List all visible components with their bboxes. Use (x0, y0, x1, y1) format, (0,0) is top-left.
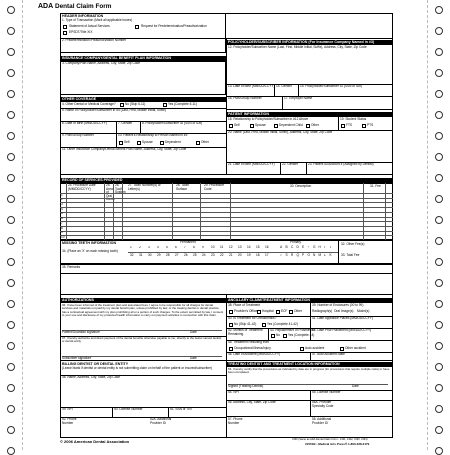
other-policyholder-name-label: 5. Name of Policyholder/Subscriber in #4 (Last, First, Middle Initial, Suffix) (62, 108, 166, 112)
models-label: Model(s) (357, 309, 370, 313)
permanent-upper-tooth[interactable]: 3 (148, 246, 150, 249)
divider (310, 390, 311, 400)
divider (306, 162, 307, 174)
tractor-hole (435, 111, 443, 119)
divider (116, 133, 117, 147)
occupational-label: Occupational illness/injury (234, 346, 271, 350)
tractor-hole (7, 321, 15, 329)
subscriber-signature-label: Subscriber signature (62, 356, 92, 360)
patient-spouse-label: Spouse (255, 123, 266, 127)
permanent-upper-tooth[interactable]: 15 (256, 245, 260, 249)
primary-upper-tooth[interactable]: J (329, 246, 332, 249)
billing-npi-label: 49. NPI (62, 407, 73, 411)
tractor-hole (435, 426, 443, 434)
permanent-upper-tooth[interactable]: 1 (130, 246, 132, 249)
primary-lower-tooth[interactable]: S (285, 253, 288, 257)
billing-provider-id-label: 52A. Additional Provider ID (150, 417, 172, 425)
primary-upper-tooth[interactable]: B (285, 245, 288, 249)
accident-date-label: 46. Date of Accident (MM/DD/CCYY) (228, 352, 281, 356)
other-accident-label: Other accident (345, 346, 366, 350)
divider (168, 407, 169, 417)
other-subscriber-id-label: 8. Policyholder/Subscriber ID (SSN or ID#) (142, 121, 203, 125)
tractor-hole (7, 300, 15, 308)
divider (60, 174, 393, 175)
service-column-line[interactable] (385, 183, 386, 240)
permanent-lower-tooth[interactable]: 23 (211, 253, 215, 257)
prosthesis-yes-checkbox[interactable] (283, 334, 287, 338)
ortho-yes-label: Yes (Complete 41-42) (267, 322, 298, 326)
billing-address-label: 48. Name, Address, City, State, Zip Code (62, 375, 121, 379)
treatment-resulting-label: 45. Treatment Resulting from (228, 340, 270, 344)
fee-column-divider (338, 240, 339, 264)
billing-license-label: 50. License Number (114, 407, 143, 411)
divider (310, 400, 311, 416)
billing-phone-label: 52. Phone Number (62, 417, 77, 425)
billing-ssn-label: 51. SSN or TIN (170, 407, 192, 411)
tractor-hole (7, 447, 15, 455)
primary-lower-tooth[interactable]: R (291, 253, 294, 257)
divider (280, 162, 281, 174)
permanent-label: Permanent (180, 240, 196, 244)
divider (226, 110, 227, 174)
rel-spouse-checkbox[interactable] (137, 141, 141, 145)
permanent-lower-tooth[interactable]: 26 (184, 253, 188, 257)
predetermination-checkbox[interactable] (135, 25, 139, 29)
permanent-lower-tooth[interactable]: 29 (157, 253, 161, 257)
divider (274, 84, 275, 96)
rel-dependent-label: Dependent (165, 140, 181, 144)
tractor-hole (435, 258, 443, 266)
permanent-lower-tooth[interactable]: 28 (166, 253, 170, 257)
company-plan-field[interactable] (60, 61, 226, 95)
permanent-upper-tooth[interactable]: 8 (193, 246, 195, 249)
services-heading: RECORD OF SERVICES PROVIDED (60, 178, 393, 183)
tractor-hole (7, 111, 15, 119)
divider (116, 121, 117, 133)
tractor-hole (435, 48, 443, 56)
service-row-number: 9 (61, 231, 63, 235)
patient-spouse-checkbox[interactable] (250, 124, 254, 128)
patient-other-label: Other (311, 123, 319, 127)
permanent-lower-tooth[interactable]: 21 (229, 253, 233, 257)
primary-lower-tooth[interactable]: L (324, 254, 326, 257)
permanent-upper-tooth[interactable]: 5 (166, 246, 168, 249)
tractor-hole (435, 384, 443, 392)
policyholder-id-label: 15. Policyholder/Subscriber ID (SSN or ID#) (300, 84, 363, 88)
tractor-hole (7, 384, 15, 392)
tractor-hole (7, 363, 15, 371)
permanent-upper-tooth[interactable]: 9 (202, 246, 204, 249)
tractor-hole (435, 342, 443, 350)
other-place-checkbox[interactable] (289, 310, 293, 314)
divider (60, 417, 226, 418)
permanent-lower-tooth[interactable]: 31 (139, 253, 143, 257)
pts-checkbox[interactable] (362, 124, 366, 128)
ortho-yes-checkbox[interactable] (262, 323, 266, 327)
missing-teeth-instruction: 34. (Place an 'X' on each missing tooth) (62, 249, 118, 253)
tractor-hole (435, 300, 443, 308)
service-row-line[interactable] (60, 226, 393, 227)
permanent-upper-tooth[interactable]: 10 (211, 245, 215, 249)
policyholder-dob-label: 13. Date of Birth (MM/DD/CCYY) (228, 84, 275, 88)
office-label: Provider's Office (234, 309, 258, 313)
tractor-hole (7, 174, 15, 182)
tractor-hole (435, 447, 443, 455)
prosthesis-no-checkbox[interactable] (271, 334, 275, 338)
divider (310, 328, 311, 340)
service-row-number: 3 (61, 203, 63, 206)
ortho-no-checkbox[interactable] (229, 323, 233, 327)
tractor-hole (435, 153, 443, 161)
rel-dependent-checkbox[interactable] (160, 141, 164, 145)
primary-lower-tooth[interactable]: O (307, 253, 310, 257)
place-of-treatment-label: 38. Place of Treatment (228, 303, 261, 307)
office-checkbox[interactable] (229, 310, 233, 314)
tractor-hole (435, 279, 443, 287)
teeth-midline (128, 252, 338, 253)
permanent-lower-tooth[interactable]: 24 (202, 253, 206, 257)
rel-spouse-label: Spouse (142, 140, 153, 144)
primary-upper-tooth[interactable]: D (296, 245, 299, 249)
copyright-text (60, 439, 129, 444)
remarks-field[interactable] (60, 264, 393, 274)
other-coverage-yes-label: Yes (Complete 5-11) (168, 102, 197, 106)
other-insurance-label: 11. Other Insurance Company/Dental Benefit Plan Name, Address, City, State, Zip Code (62, 147, 187, 151)
service-row-number: 1 (61, 193, 63, 197)
other-accident-checkbox[interactable] (340, 347, 344, 351)
tractor-hole (7, 132, 15, 140)
treating-address-label: 56. Address, City, State, Zip Code (228, 400, 276, 404)
col-tooth-system: 26. Tooth System (115, 183, 126, 195)
patient-signature-label: Patient/Guardian signature (62, 330, 100, 334)
other-coverage-yes-checkbox[interactable] (163, 103, 167, 107)
tractor-hole (7, 153, 15, 161)
primary-lower-tooth[interactable]: P (302, 253, 305, 257)
service-column-line[interactable] (363, 183, 364, 240)
service-row-number: 10 (61, 234, 65, 239)
accident-state-label: 47. Auto Accident State (312, 352, 345, 356)
service-row-line[interactable] (60, 235, 393, 236)
treating-provider-id-label: 58. Additional Provider ID (312, 417, 332, 425)
permanent-upper-tooth[interactable]: 6 (175, 246, 177, 249)
other-coverage-no-label: No (Skip 5-11) (125, 102, 146, 106)
permanent-lower-tooth[interactable]: 30 (148, 253, 152, 257)
tractor-hole (7, 279, 15, 287)
permanent-upper-tooth[interactable]: 11 (220, 245, 224, 249)
other-place-label: Other (294, 309, 302, 313)
permanent-lower-tooth[interactable]: 20 (238, 253, 242, 257)
service-row-number: 2 (61, 198, 63, 202)
patient-signature-date: Date (190, 330, 197, 334)
months-remaining-label: 42. Months of Treatment Remaining (228, 328, 263, 336)
tractor-hole (435, 132, 443, 140)
policyholder-name-label: 12. Policyholder/Subscriber Name (Last, First, Middle Initial, Suffix), Address, City, State, Zip Code (228, 45, 367, 49)
divider (298, 84, 299, 96)
service-row-line[interactable] (60, 202, 393, 203)
tractor-hole (435, 6, 443, 14)
patient-relationship-label: 10. Patient's Relationship to Person Named in #5 (118, 133, 188, 137)
treating-signature-label: Signed (Treating Dentist) (228, 384, 264, 388)
primary-lower-tooth[interactable]: Q (296, 253, 299, 257)
predetermination-label: Request for Predetermination/Preauthorization (141, 24, 207, 28)
auto-accident-checkbox[interactable] (300, 347, 304, 351)
other-plan-group-label: 9. Plan/Group Number (62, 133, 94, 137)
divider (310, 302, 311, 316)
primary-upper-tooth[interactable]: A (280, 245, 283, 249)
service-row-line[interactable] (60, 198, 393, 199)
tractor-hole (7, 216, 15, 224)
remarks-label: 35. Remarks (62, 265, 81, 269)
patient-self-label: Self (234, 123, 240, 127)
occupational-checkbox[interactable] (229, 347, 233, 351)
treating-license-label: 55. License Number (312, 390, 341, 394)
divider (226, 416, 393, 417)
form-number-text: J430 (Same as ADA Dental Claim Form - J431, J432, J433, J434) (292, 438, 368, 441)
tractor-hole (435, 69, 443, 77)
epsdt-label: EPSDT/Title XIX (69, 30, 93, 34)
reorder-text: #1551B • Medical Arts Press® 1-800-328-2179 (305, 442, 370, 446)
policyholder-group-label: 16. Plan/Group Number (228, 96, 262, 100)
prosthesis-no-label: No (276, 333, 281, 337)
policyholder-heading: POLICYHOLDER/SUBSCRIBER INFORMATION (For Insurance Company Named in #3) (226, 40, 393, 45)
prosthesis-label: 43. Replacement of Prosthesis? (270, 328, 316, 332)
certification-53-text: 53. I hereby certify that the procedures as indicated by date are in progress (for procedures that require multiple visits) or have been completed. (228, 367, 390, 375)
enclosures-label: 39. Number of Enclosures (00 to 99) (312, 303, 364, 307)
permanent-lower-tooth[interactable]: 27 (175, 253, 179, 257)
col-description: 30. Description (290, 184, 312, 188)
tractor-hole (7, 48, 15, 56)
primary-lower-tooth[interactable]: M (318, 253, 322, 257)
permanent-upper-tooth[interactable]: 14 (247, 245, 251, 249)
tractor-hole (435, 27, 443, 35)
primary-lower-tooth[interactable]: T (280, 254, 282, 257)
patient-dependent-label: Dependent Child (279, 123, 303, 127)
primary-upper-tooth[interactable]: F (307, 246, 310, 249)
auto-accident-label: Auto accident (305, 346, 325, 350)
transaction-type-label: 1. Type of Transaction (Mark all applicable boxes) (62, 18, 133, 22)
employer-name-label: 17. Employer Name (284, 96, 313, 100)
treating-signature-date: Date (352, 384, 359, 388)
subscriber-signature-date: Date (190, 356, 197, 360)
tractor-hole (7, 258, 15, 266)
permanent-lower-tooth[interactable]: 25 (193, 253, 197, 257)
specialty-code-label: 56A. Provider Specialty Code (312, 400, 334, 408)
permanent-lower-tooth[interactable]: 18 (256, 253, 260, 257)
service-column-line[interactable] (122, 183, 123, 240)
service-row-number: 7 (61, 221, 63, 225)
primary-label: Primary (290, 240, 301, 244)
permanent-upper-tooth[interactable]: 13 (238, 245, 242, 249)
service-row-line[interactable] (60, 207, 393, 208)
missing-teeth-heading: MISSING TEETH INFORMATION (62, 241, 117, 245)
rel-other-checkbox[interactable] (196, 141, 200, 145)
total-fee-label: 33. Total Fee (341, 253, 360, 257)
tractor-hole (435, 195, 443, 203)
prior-placement-label: 44. Date Prior Placement (MM/DD/CCYY) (312, 328, 372, 332)
patient-other-checkbox[interactable] (306, 124, 310, 128)
permanent-upper-tooth[interactable]: 7 (184, 246, 186, 249)
appliance-date-label: 41. Date Appliance Placed (MM/DD/CCYY) (312, 316, 373, 320)
patient-name-label: 20. Name (Last, First, Middle Initial, Suffix), Address, City, State, Zip Code (228, 130, 333, 134)
permanent-upper-tooth[interactable]: 12 (229, 245, 233, 249)
patient-relationship-18-label: 18. Relationship to Policyholder/Subscriber in #12 Above (228, 117, 309, 121)
patient-dependent-checkbox[interactable] (274, 124, 278, 128)
primary-upper-tooth[interactable]: E (302, 245, 305, 249)
col-area: 25. Area of Oral Cavity (106, 183, 115, 202)
insurance-heading: INSURANCE COMPANY/DENTAL BENEFIT PLAN INFORMATION (60, 56, 226, 61)
pts-label: PTS (367, 123, 374, 127)
right-tractor-strip (427, 0, 450, 450)
divider (338, 117, 339, 130)
service-row-line[interactable] (60, 217, 393, 218)
service-column-line[interactable] (200, 183, 201, 240)
hospital-checkbox[interactable] (257, 310, 261, 314)
header-info-heading: HEADER INFORMATION (62, 14, 104, 18)
tractor-hole (435, 237, 443, 245)
divider (140, 121, 141, 133)
tractor-hole (435, 321, 443, 329)
other-dob-label: 6. Date of Birth (MM/DD/CCYY) (62, 121, 107, 125)
tractor-hole (7, 27, 15, 35)
primary-upper-tooth[interactable]: C (291, 245, 294, 249)
patient-account-label: 23. Patient ID/Account # (Assigned by Dentist) (308, 162, 374, 166)
form-title (38, 3, 111, 10)
primary-upper-tooth[interactable]: I (324, 246, 325, 249)
permanent-lower-tooth[interactable]: 32 (130, 253, 134, 257)
authorization-37-text: 37. I hereby authorize and direct payment of the dental benefits otherwise payable to me, directly to the below named dentist or dental entity. (62, 336, 222, 344)
service-row-line[interactable] (60, 193, 393, 194)
permanent-upper-tooth[interactable]: 4 (157, 246, 159, 249)
actual-services-label: Statement of Actual Services (69, 24, 110, 28)
service-column-line[interactable] (66, 183, 67, 240)
tractor-hole (7, 405, 15, 413)
patient-dob-label: 21. Date of Birth (MM/DD/CCYY) (228, 162, 275, 166)
tractor-hole (435, 405, 443, 413)
permanent-upper-tooth[interactable]: 16 (265, 245, 269, 249)
col-tooth-surface: 28. Tooth Surface (176, 183, 190, 191)
fts-label: FTS (346, 123, 353, 127)
ada-logo-text: ADA (38, 3, 54, 10)
treating-heading: TREATING DENTIST AND TREATMENT LOCATION INFORMATION (226, 362, 393, 367)
treating-npi-label: 54. NPI (228, 390, 239, 394)
divider (268, 328, 269, 340)
other-coverage-question: 4. Other Dental or Medical Coverage? (62, 102, 116, 106)
divider (310, 316, 311, 328)
other-coverage-no-checkbox[interactable] (120, 103, 124, 107)
billing-heading: BILLING DENTIST OR DENTAL ENTITY (62, 362, 129, 366)
patient-heading: PATIENT INFORMATION (226, 112, 393, 117)
permanent-lower-tooth[interactable]: 17 (265, 253, 269, 257)
primary-upper-tooth[interactable]: H (318, 245, 321, 249)
service-row-number: 5 (61, 212, 63, 216)
hospital-label: Hospital (262, 309, 274, 313)
student-status-label: 19. Student Status (340, 117, 367, 121)
predetermination-number-label: 2. Predetermination/Preauthorization Number (62, 38, 127, 42)
permanent-lower-tooth[interactable]: 22 (220, 253, 224, 257)
primary-upper-tooth[interactable]: G (313, 245, 316, 249)
divider (310, 352, 311, 360)
service-row-line[interactable] (60, 212, 393, 213)
divider (112, 407, 113, 417)
divider (60, 407, 226, 408)
tractor-hole (7, 69, 15, 77)
service-column-line[interactable] (172, 183, 173, 240)
actual-services-checkbox[interactable] (63, 25, 67, 29)
fts-checkbox[interactable] (341, 124, 345, 128)
permanent-upper-tooth[interactable]: 2 (139, 246, 141, 249)
oral-images-label: Oral Image(s) (334, 309, 354, 313)
service-column-line[interactable] (113, 183, 114, 240)
service-row-line[interactable] (60, 221, 393, 222)
ancillary-heading: ANCILLARY CLAIM/TREATMENT INFORMATION (226, 298, 393, 303)
patient-gender-label: 22. Gender (282, 162, 298, 166)
company-plan-label: 3. Company/Plan Name, Address, City, State, Zip Code (62, 61, 141, 65)
divider (60, 360, 393, 361)
tractor-hole (435, 90, 443, 98)
col-procedure-date: 24. Procedure Date (MM/DD/CCYY) (68, 183, 96, 191)
tractor-hole (7, 195, 15, 203)
tractor-hole (7, 6, 15, 14)
tractor-hole (7, 426, 15, 434)
primary-lower-tooth[interactable]: K (329, 253, 332, 257)
primary-lower-tooth[interactable]: N (313, 253, 316, 257)
prosthesis-yes-label: Yes (Complete 44) (288, 333, 315, 337)
col-fee: 31. Fee (370, 184, 381, 188)
tractor-hole (7, 90, 15, 98)
service-row-number: 4 (61, 207, 63, 211)
tractor-hole (435, 363, 443, 371)
ecf-checkbox[interactable] (276, 310, 280, 314)
service-row-number: 6 (61, 217, 63, 221)
rel-self-checkbox[interactable] (119, 141, 123, 145)
service-row-number: 8 (61, 226, 63, 230)
col-procedure-code: 29. Procedure Code (204, 183, 225, 191)
tractor-hole (7, 342, 15, 350)
tractor-hole (435, 216, 443, 224)
rel-other-label: Other (201, 140, 209, 144)
permanent-lower-tooth[interactable]: 19 (247, 253, 251, 257)
service-column-line[interactable] (104, 183, 105, 240)
other-coverage-heading: OTHER COVERAGE (60, 97, 226, 102)
patient-self-checkbox[interactable] (229, 124, 233, 128)
billing-note: (Leave blank if dentist or dental entity is not submitting claim on behalf of the patient or insured/subscriber) (62, 366, 213, 370)
radiographs-label: Radiograph(s) (312, 309, 333, 313)
service-column-line[interactable] (230, 183, 231, 240)
copyright-bold: © 2006 American Dental Association (60, 439, 130, 444)
policyholder-gender-label: 14. Gender (276, 84, 292, 88)
treating-phone-label: 57. Phone Number (228, 417, 243, 425)
authorizations-heading: AUTHORIZATIONS (60, 298, 226, 303)
form-title-text: Dental Claim Form (54, 3, 112, 10)
ecf-label: ECF (281, 309, 288, 313)
epsdt-checkbox[interactable] (63, 31, 67, 35)
other-gender-label: 7. Gender (118, 121, 133, 125)
orthodontics-label: 40. Is Treatment for Orthodontics? (228, 316, 277, 320)
tractor-hole (7, 237, 15, 245)
tractor-hole (435, 174, 443, 182)
other-fees-label: 32. Other Fee(s) (341, 242, 365, 246)
ortho-no-label: No (Skip 41-42) (234, 322, 257, 326)
authorization-36-text: 36. I have been informed of the treatment plan and associated fees. I agree to be responsible for all charges for dental services and materials not paid by my dental benefit plan, unless prohibited by law, or the treating dentist or dental practice has a contractual agreement with my plan prohibiting all or a portion of such charges. To the extent permitted by law, I consent to your use and disclosure of my protected health information to carry out payment activities in connection with this claim. (62, 303, 224, 317)
left-tractor-strip (0, 0, 23, 450)
service-row-line[interactable] (60, 231, 393, 232)
rel-self-label: Self (124, 140, 130, 144)
col-tooth-number: 27. Tooth Number(s) or Letter(s) (128, 183, 161, 191)
divider (282, 96, 283, 110)
